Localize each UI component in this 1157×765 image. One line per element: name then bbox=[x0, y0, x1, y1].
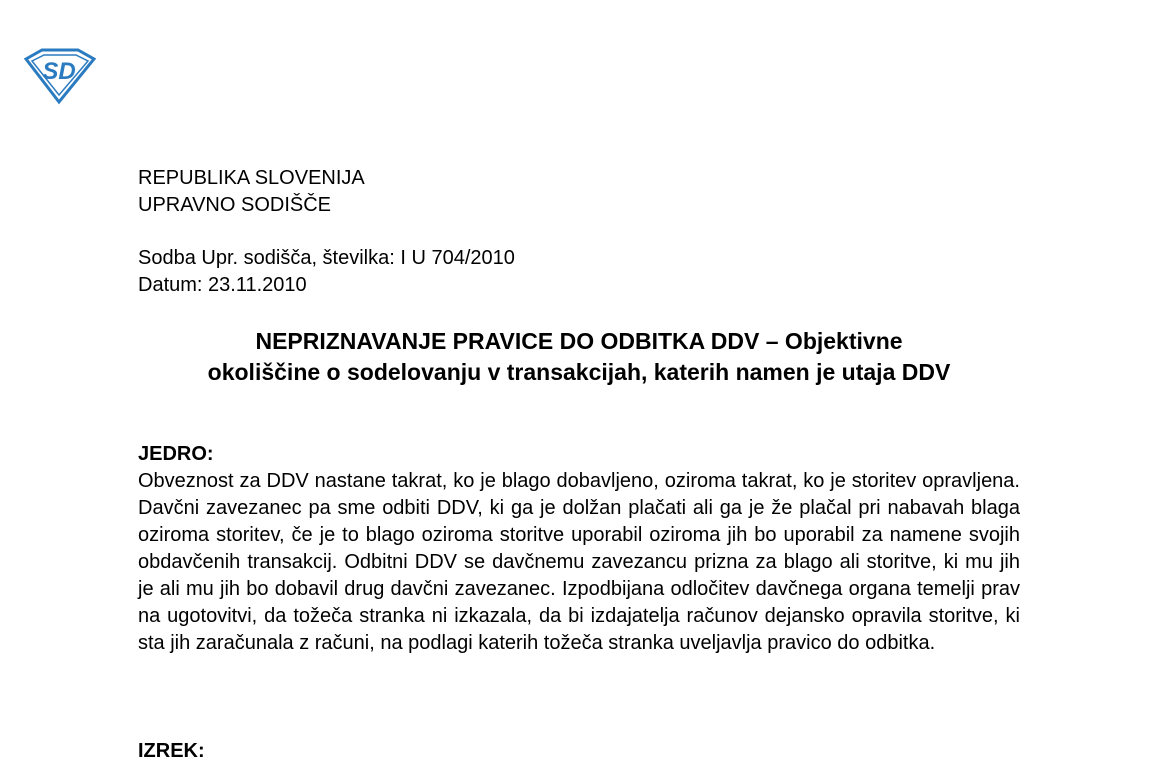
title-line-1: NEPRIZNAVANJE PRAVICE DO ODBITKA DDV – Objektivne bbox=[255, 328, 903, 354]
document-header bbox=[138, 165, 365, 219]
case-date: Datum: 23.11.2010 bbox=[138, 274, 307, 296]
case-info bbox=[138, 245, 515, 299]
court-name: UPRAVNO SODIŠČE bbox=[138, 194, 331, 216]
title-line-2: okoliščine o sodelovanju v transakcijah, katerih namen je utaja DDV bbox=[207, 359, 951, 385]
case-number: Sodba Upr. sodišča, številka: I U 704/2010 bbox=[138, 247, 515, 269]
country-name: REPUBLIKA SLOVENIJA bbox=[138, 167, 365, 189]
logo-text: SD bbox=[42, 58, 76, 85]
jedro-body: Obveznost za DDV nastane takrat, ko je blago dobavljeno, oziroma takrat, ko je storitev opravljena. Davčni zavezanec pa sme odbiti DDV, ki ga je dolžan plačati ali ga je že plačal pri nabavah blaga oziroma storitev, če je to blago oziroma storitve uporabil oziroma jih bo uporabil za namene svojih obdavčenih transakcij. Odbitni DDV se davčnemu zavezancu prizna za blago ali storitve, ki mu jih je ali mu jih bo dobavil drug davčni zavezanec. Izpodbijana odločitev davčnega organa temelji prav na ugotovitvi, da tožeča stranka ni izkazala, da bi izdajatelja računov dejansko opravila storitve, ki sta jih zaračunala z računi, na podlagi katerih tožeča stranka uveljavlja pravico do odbitka. bbox=[138, 470, 1020, 654]
jedro-heading: JEDRO: bbox=[138, 443, 214, 465]
izrek-heading: IZREK: bbox=[138, 740, 205, 762]
document-title bbox=[138, 326, 1020, 388]
court-logo-icon bbox=[22, 47, 96, 105]
